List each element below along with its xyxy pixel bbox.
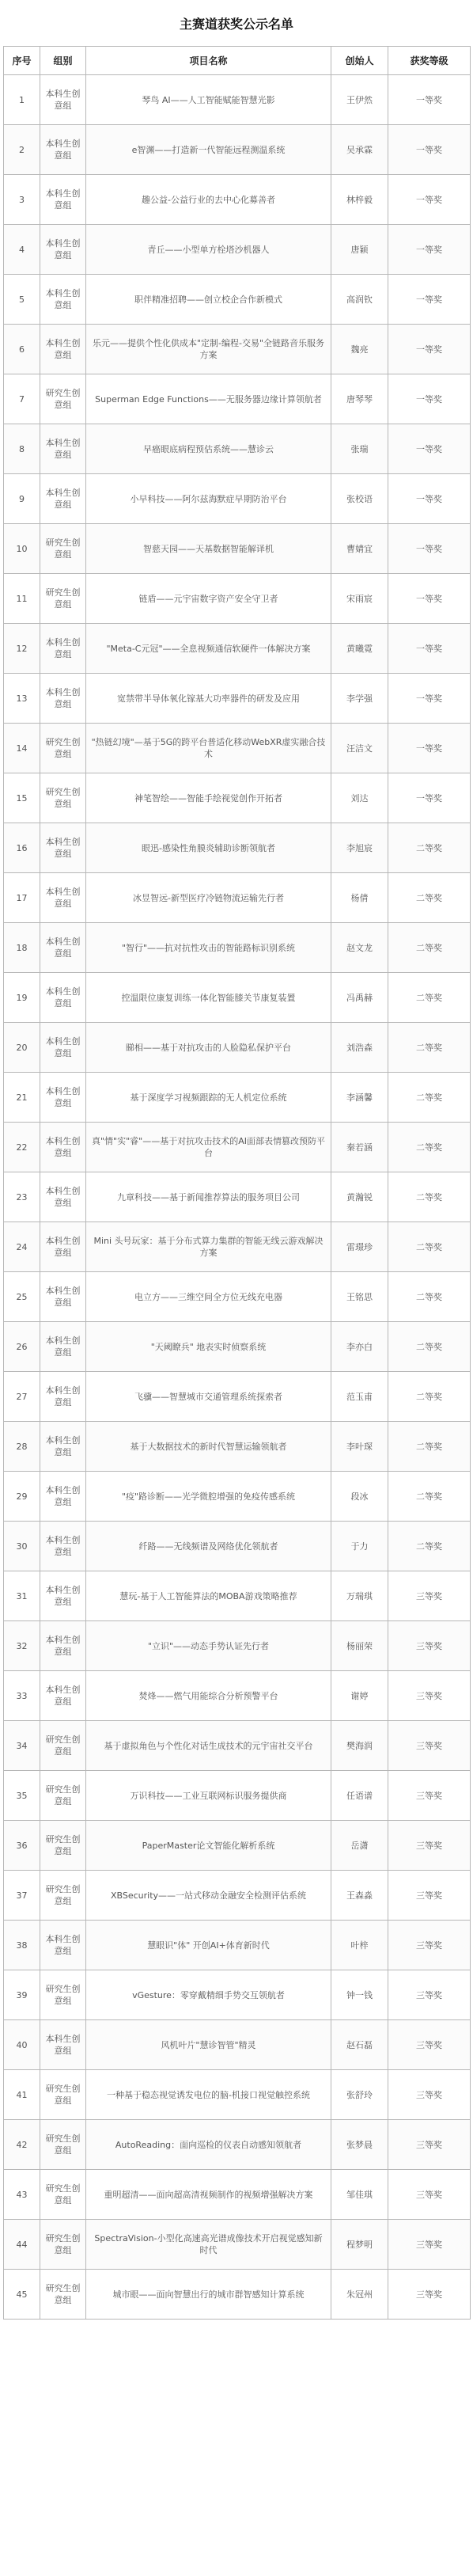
row-founder: 秦若涵 (331, 1123, 388, 1172)
row-number: 37 (4, 1871, 40, 1921)
row-award-level: 一等奖 (388, 724, 471, 773)
page-title: 主赛道获奖公示名单 (179, 16, 293, 32)
row-award-level: 一等奖 (388, 624, 471, 674)
row-founder: 段冰 (331, 1472, 388, 1522)
row-award-level: 三等奖 (388, 1571, 471, 1621)
row-founder: 杨倩 (331, 873, 388, 923)
row-award-level: 二等奖 (388, 923, 471, 973)
table-row (4, 1721, 471, 1771)
row-project-name: "智行"——抗对抗性攻击的智能路标识别系统 (86, 923, 331, 973)
row-number: 20 (4, 1023, 40, 1073)
row-number: 27 (4, 1372, 40, 1422)
row-group: 研究生创意组 (40, 1970, 86, 2020)
table-row (4, 1023, 471, 1073)
row-number: 26 (4, 1322, 40, 1372)
row-founder: 赵石磊 (331, 2020, 388, 2070)
row-group: 本科生创意组 (40, 624, 86, 674)
table-row (4, 1422, 471, 1472)
row-number: 38 (4, 1921, 40, 1970)
row-award-level: 一等奖 (388, 125, 471, 175)
row-founder: 范玉甫 (331, 1372, 388, 1422)
row-project-name: 链盾——元宇宙数字资产安全守卫者 (86, 574, 331, 624)
row-award-level: 三等奖 (388, 1721, 471, 1771)
row-project-name: 基于大数据技术的新时代智慧运输领航者 (86, 1422, 331, 1472)
row-number: 22 (4, 1123, 40, 1172)
row-project-name: 小早科技——阿尔兹海默症早期防治平台 (86, 474, 331, 524)
row-number: 11 (4, 574, 40, 624)
row-group: 本科生创意组 (40, 1422, 86, 1472)
row-award-level: 三等奖 (388, 2020, 471, 2070)
row-project-name: "热链幻境"—基于5G的跨平台普适化移动WebXR虚实融合技术 (86, 724, 331, 773)
table-row (4, 2120, 471, 2170)
row-project-name: 重明超清——面向超高清视频制作的视频增强解决方案 (86, 2170, 331, 2220)
row-founder: 谢婷 (331, 1671, 388, 1721)
row-award-level: 三等奖 (388, 2220, 471, 2270)
row-founder: 岳潇 (331, 1821, 388, 1871)
row-founder: 雷璟珍 (331, 1222, 388, 1272)
row-award-level: 一等奖 (388, 524, 471, 574)
row-number: 18 (4, 923, 40, 973)
table-body (4, 75, 471, 2320)
row-founder: 于力 (331, 1522, 388, 1571)
row-project-name: 琴鸟 AI——人工智能赋能智慧光影 (86, 75, 331, 125)
row-group: 本科生创意组 (40, 973, 86, 1023)
row-project-name: 风机叶片"慧诊智管"精灵 (86, 2020, 331, 2070)
row-group: 本科生创意组 (40, 474, 86, 524)
row-number: 39 (4, 1970, 40, 2020)
row-group: 本科生创意组 (40, 1571, 86, 1621)
row-founder: 叶梓 (331, 1921, 388, 1970)
awards-table (3, 46, 471, 2320)
row-group: 本科生创意组 (40, 923, 86, 973)
row-group: 研究生创意组 (40, 2270, 86, 2320)
row-number: 15 (4, 773, 40, 823)
table-row (4, 823, 471, 873)
row-number: 34 (4, 1721, 40, 1771)
row-project-name: 基于虚拟角色与个性化对话生成技术的元宇宙社交平台 (86, 1721, 331, 1771)
row-award-level: 二等奖 (388, 1222, 471, 1272)
row-number: 43 (4, 2170, 40, 2220)
row-group: 本科生创意组 (40, 1621, 86, 1671)
row-group: 研究生创意组 (40, 1871, 86, 1921)
table-row (4, 424, 471, 474)
row-group: 本科生创意组 (40, 1123, 86, 1172)
row-award-level: 二等奖 (388, 1422, 471, 1472)
row-founder: 高润钦 (331, 275, 388, 325)
row-award-level: 三等奖 (388, 1621, 471, 1671)
table-row (4, 873, 471, 923)
table-row (4, 923, 471, 973)
table-row (4, 474, 471, 524)
table-row (4, 2220, 471, 2270)
row-award-level: 三等奖 (388, 2170, 471, 2220)
row-project-name: 冰昱智远-新型医疗冷链物流运输先行者 (86, 873, 331, 923)
table-row (4, 1522, 471, 1571)
row-award-level: 三等奖 (388, 1671, 471, 1721)
row-project-name: SpectraVision-小型化高速高光谱成像技术开启视觉感知新时代 (86, 2220, 331, 2270)
row-group: 研究生创意组 (40, 2120, 86, 2170)
table-row (4, 1821, 471, 1871)
header-no: 序号 (4, 47, 40, 75)
table-header (4, 47, 471, 75)
row-group: 研究生创意组 (40, 773, 86, 823)
row-award-level: 二等奖 (388, 973, 471, 1023)
row-award-level: 三等奖 (388, 2270, 471, 2320)
table-row (4, 1172, 471, 1222)
row-number: 32 (4, 1621, 40, 1671)
row-founder: 李旭宸 (331, 823, 388, 873)
row-number: 42 (4, 2120, 40, 2170)
row-project-name: 城市眼——面向智慧出行的城市群智感知计算系统 (86, 2270, 331, 2320)
row-number: 8 (4, 424, 40, 474)
row-award-level: 一等奖 (388, 474, 471, 524)
table-row (4, 1073, 471, 1123)
table-row (4, 624, 471, 674)
row-project-name: 九章科技——基于新闻推荐算法的服务项目公司 (86, 1172, 331, 1222)
row-group: 本科生创意组 (40, 175, 86, 225)
table-row (4, 1272, 471, 1322)
row-founder: 唐颖 (331, 225, 388, 275)
row-group: 本科生创意组 (40, 1921, 86, 1970)
row-founder: 魏亮 (331, 325, 388, 374)
row-group: 本科生创意组 (40, 1671, 86, 1721)
row-project-name: "天阈瞭兵" 地表实时侦察系统 (86, 1322, 331, 1372)
row-award-level: 三等奖 (388, 2120, 471, 2170)
row-number: 1 (4, 75, 40, 125)
row-project-name: 万识科技——工业互联网标识服务提供商 (86, 1771, 331, 1821)
row-award-level: 一等奖 (388, 225, 471, 275)
row-founder: 刘浩森 (331, 1023, 388, 1073)
table-row (4, 2170, 471, 2220)
row-project-name: "立识"——动态手势认证先行者 (86, 1621, 331, 1671)
row-award-level: 一等奖 (388, 175, 471, 225)
row-project-name: e智渊——打造新一代智能远程测温系统 (86, 125, 331, 175)
row-number: 3 (4, 175, 40, 225)
row-founder: 宋雨宸 (331, 574, 388, 624)
row-award-level: 一等奖 (388, 374, 471, 424)
row-founder: 李涵馨 (331, 1073, 388, 1123)
row-group: 本科生创意组 (40, 225, 86, 275)
row-award-level: 二等奖 (388, 1123, 471, 1172)
table-row (4, 1472, 471, 1522)
row-founder: 程梦明 (331, 2220, 388, 2270)
row-founder: 钟一钱 (331, 1970, 388, 2020)
row-number: 36 (4, 1821, 40, 1871)
row-award-level: 三等奖 (388, 1970, 471, 2020)
row-award-level: 一等奖 (388, 674, 471, 724)
row-founder: 王伊然 (331, 75, 388, 125)
table-row (4, 1921, 471, 1970)
row-project-name: 睇相——基于对抗攻击的人脸隐私保护平台 (86, 1023, 331, 1073)
row-number: 4 (4, 225, 40, 275)
row-number: 13 (4, 674, 40, 724)
row-number: 45 (4, 2270, 40, 2320)
row-project-name: 基于深度学习视频跟踪的无人机定位系统 (86, 1073, 331, 1123)
row-project-name: 真"情"实"睿"——基于对抗攻击技术的AI面部表情篡改预防平台 (86, 1123, 331, 1172)
row-number: 12 (4, 624, 40, 674)
row-project-name: XBSecurity——一站式移动金融安全检测评估系统 (86, 1871, 331, 1921)
row-project-name: 慧眼识"体" 开创AI+体育新时代 (86, 1921, 331, 1970)
table-row (4, 1970, 471, 2020)
table-row (4, 275, 471, 325)
row-number: 6 (4, 325, 40, 374)
row-project-name: 电立方——三维空间全方位无线充电器 (86, 1272, 331, 1322)
row-award-level: 三等奖 (388, 1821, 471, 1871)
row-project-name: PaperMaster论文智能化解析系统 (86, 1821, 331, 1871)
row-founder: 万瑞琪 (331, 1571, 388, 1621)
table-row (4, 1322, 471, 1372)
row-founder: 曹婧宜 (331, 524, 388, 574)
row-group: 研究生创意组 (40, 2070, 86, 2120)
table-row (4, 2070, 471, 2120)
row-award-level: 一等奖 (388, 75, 471, 125)
row-number: 23 (4, 1172, 40, 1222)
row-number: 19 (4, 973, 40, 1023)
row-award-level: 二等奖 (388, 1023, 471, 1073)
row-founder: 李叶琛 (331, 1422, 388, 1472)
table-row (4, 724, 471, 773)
row-founder: 李亦白 (331, 1322, 388, 1372)
row-group: 本科生创意组 (40, 674, 86, 724)
row-project-name: "疫"路诊断——光学微腔增强的免疫传感系统 (86, 1472, 331, 1522)
row-number: 17 (4, 873, 40, 923)
row-founder: 王森淼 (331, 1871, 388, 1921)
table-row (4, 125, 471, 175)
table-row (4, 1123, 471, 1172)
row-project-name: 青丘——小型单方栓塔沙机器人 (86, 225, 331, 275)
row-award-level: 三等奖 (388, 1871, 471, 1921)
row-group: 研究生创意组 (40, 524, 86, 574)
table-row (4, 175, 471, 225)
row-award-level: 二等奖 (388, 1322, 471, 1372)
header-founder: 创始人 (331, 47, 388, 75)
table-row (4, 773, 471, 823)
row-number: 7 (4, 374, 40, 424)
row-award-level: 二等奖 (388, 1472, 471, 1522)
row-group: 本科生创意组 (40, 1522, 86, 1571)
row-founder: 赵文龙 (331, 923, 388, 973)
row-project-name: 宽禁带半导体氧化镓基大功率器件的研发及应用 (86, 674, 331, 724)
row-group: 本科生创意组 (40, 873, 86, 923)
row-project-name: Mini 头号玩家：基于分布式算力集群的智能无线云游戏解决方案 (86, 1222, 331, 1272)
row-founder: 冯禹赫 (331, 973, 388, 1023)
row-award-level: 三等奖 (388, 1771, 471, 1821)
table-row (4, 75, 471, 125)
row-group: 本科生创意组 (40, 275, 86, 325)
table-row (4, 1871, 471, 1921)
row-founder: 黄瀚锐 (331, 1172, 388, 1222)
row-founder: 林梓毅 (331, 175, 388, 225)
row-number: 24 (4, 1222, 40, 1272)
table-row (4, 524, 471, 574)
table-row (4, 1671, 471, 1721)
row-founder: 黄曦霓 (331, 624, 388, 674)
row-number: 21 (4, 1073, 40, 1123)
row-founder: 吴承霖 (331, 125, 388, 175)
row-group: 本科生创意组 (40, 1222, 86, 1272)
table-row (4, 973, 471, 1023)
row-project-name: 纤路——无线频谱及网络优化领航者 (86, 1522, 331, 1571)
header-row (4, 47, 471, 75)
row-group: 本科生创意组 (40, 75, 86, 125)
row-group: 本科生创意组 (40, 2020, 86, 2070)
table-row (4, 2270, 471, 2320)
header-award-level: 获奖等级 (388, 47, 471, 75)
row-founder: 汪洁文 (331, 724, 388, 773)
row-number: 33 (4, 1671, 40, 1721)
row-group: 研究生创意组 (40, 374, 86, 424)
row-award-level: 三等奖 (388, 1921, 471, 1970)
row-award-level: 一等奖 (388, 424, 471, 474)
row-award-level: 一等奖 (388, 275, 471, 325)
row-group: 本科生创意组 (40, 1023, 86, 1073)
row-number: 41 (4, 2070, 40, 2120)
row-number: 40 (4, 2020, 40, 2070)
row-number: 14 (4, 724, 40, 773)
table-row (4, 1621, 471, 1671)
row-group: 研究生创意组 (40, 574, 86, 624)
row-project-name: 一种基于稳态视觉诱发电位的脑-机接口视觉触控系统 (86, 2070, 331, 2120)
row-award-level: 二等奖 (388, 1522, 471, 1571)
row-award-level: 一等奖 (388, 325, 471, 374)
row-project-name: 眼迅-感染性角膜炎辅助诊断领航者 (86, 823, 331, 873)
row-project-name: 焚烽——燃气用能综合分析预警平台 (86, 1671, 331, 1721)
header-project: 项目名称 (86, 47, 331, 75)
row-group: 研究生创意组 (40, 1821, 86, 1871)
row-number: 35 (4, 1771, 40, 1821)
row-group: 研究生创意组 (40, 2220, 86, 2270)
table-row (4, 1771, 471, 1821)
header-group: 组别 (40, 47, 86, 75)
row-award-level: 二等奖 (388, 873, 471, 923)
row-founder: 唐琴琴 (331, 374, 388, 424)
row-founder: 任语谱 (331, 1771, 388, 1821)
row-founder: 樊海润 (331, 1721, 388, 1771)
row-founder: 朱冠州 (331, 2270, 388, 2320)
row-project-name: Superman Edge Functions——无服务器边缘计算领航者 (86, 374, 331, 424)
row-group: 本科生创意组 (40, 1472, 86, 1522)
table-row (4, 1222, 471, 1272)
row-project-name: "Meta-C元冠"——全息视频通信软硬件一体解决方案 (86, 624, 331, 674)
row-group: 本科生创意组 (40, 1172, 86, 1222)
row-number: 10 (4, 524, 40, 574)
row-founder: 王铭思 (331, 1272, 388, 1322)
row-group: 研究生创意组 (40, 1771, 86, 1821)
row-founder: 李学强 (331, 674, 388, 724)
row-number: 16 (4, 823, 40, 873)
row-project-name: vGesture：零穿戴精细手势交互领航者 (86, 1970, 331, 2020)
table-row (4, 1571, 471, 1621)
row-group: 本科生创意组 (40, 125, 86, 175)
row-group: 本科生创意组 (40, 1372, 86, 1422)
row-number: 30 (4, 1522, 40, 1571)
row-founder: 刘达 (331, 773, 388, 823)
row-group: 本科生创意组 (40, 1272, 86, 1322)
row-project-name: 早癌眼底病程预估系统——慧诊云 (86, 424, 331, 474)
row-award-level: 二等奖 (388, 1172, 471, 1222)
row-number: 2 (4, 125, 40, 175)
row-award-level: 三等奖 (388, 2070, 471, 2120)
table-row (4, 325, 471, 374)
row-founder: 杨丽荣 (331, 1621, 388, 1671)
row-project-name: AutoReading：面向巡检的仪表自动感知领航者 (86, 2120, 331, 2170)
row-award-level: 一等奖 (388, 773, 471, 823)
row-number: 9 (4, 474, 40, 524)
row-founder: 张梦晨 (331, 2120, 388, 2170)
row-group: 本科生创意组 (40, 325, 86, 374)
row-number: 29 (4, 1472, 40, 1522)
row-group: 本科生创意组 (40, 823, 86, 873)
table-row (4, 674, 471, 724)
row-award-level: 二等奖 (388, 823, 471, 873)
table-row (4, 374, 471, 424)
row-number: 5 (4, 275, 40, 325)
row-project-name: 神笔智绘——智能手绘视觉创作开拓者 (86, 773, 331, 823)
row-group: 本科生创意组 (40, 424, 86, 474)
row-award-level: 一等奖 (388, 574, 471, 624)
table-row (4, 574, 471, 624)
row-project-name: 趣公益-公益行业的去中心化募善者 (86, 175, 331, 225)
table-row (4, 1372, 471, 1422)
row-project-name: 智慈天园——天基数据智能解译机 (86, 524, 331, 574)
table-row (4, 2020, 471, 2070)
table-row (4, 225, 471, 275)
row-award-level: 二等奖 (388, 1272, 471, 1322)
row-group: 本科生创意组 (40, 1322, 86, 1372)
row-founder: 张校语 (331, 474, 388, 524)
row-project-name: 乐元——提供个性化供成本"定制-编程-交易"全链路音乐服务方案 (86, 325, 331, 374)
row-number: 28 (4, 1422, 40, 1472)
row-group: 研究生创意组 (40, 1721, 86, 1771)
row-number: 31 (4, 1571, 40, 1621)
row-project-name: 控温限位康复训练一体化智能膝关节康复装置 (86, 973, 331, 1023)
row-founder: 邹佳琪 (331, 2170, 388, 2220)
row-group: 本科生创意组 (40, 1073, 86, 1123)
row-number: 44 (4, 2220, 40, 2270)
row-award-level: 二等奖 (388, 1073, 471, 1123)
row-project-name: 慧玩-基于人工智能算法的MOBA游戏策略推荐 (86, 1571, 331, 1621)
row-project-name: 职伴精准招聘——创立校企合作新模式 (86, 275, 331, 325)
row-group: 研究生创意组 (40, 724, 86, 773)
row-number: 25 (4, 1272, 40, 1322)
row-founder: 张舒玲 (331, 2070, 388, 2120)
row-founder: 张瑞 (331, 424, 388, 474)
row-award-level: 二等奖 (388, 1372, 471, 1422)
row-group: 研究生创意组 (40, 2170, 86, 2220)
row-project-name: 飞骥——智慧城市交通管理系统探索者 (86, 1372, 331, 1422)
